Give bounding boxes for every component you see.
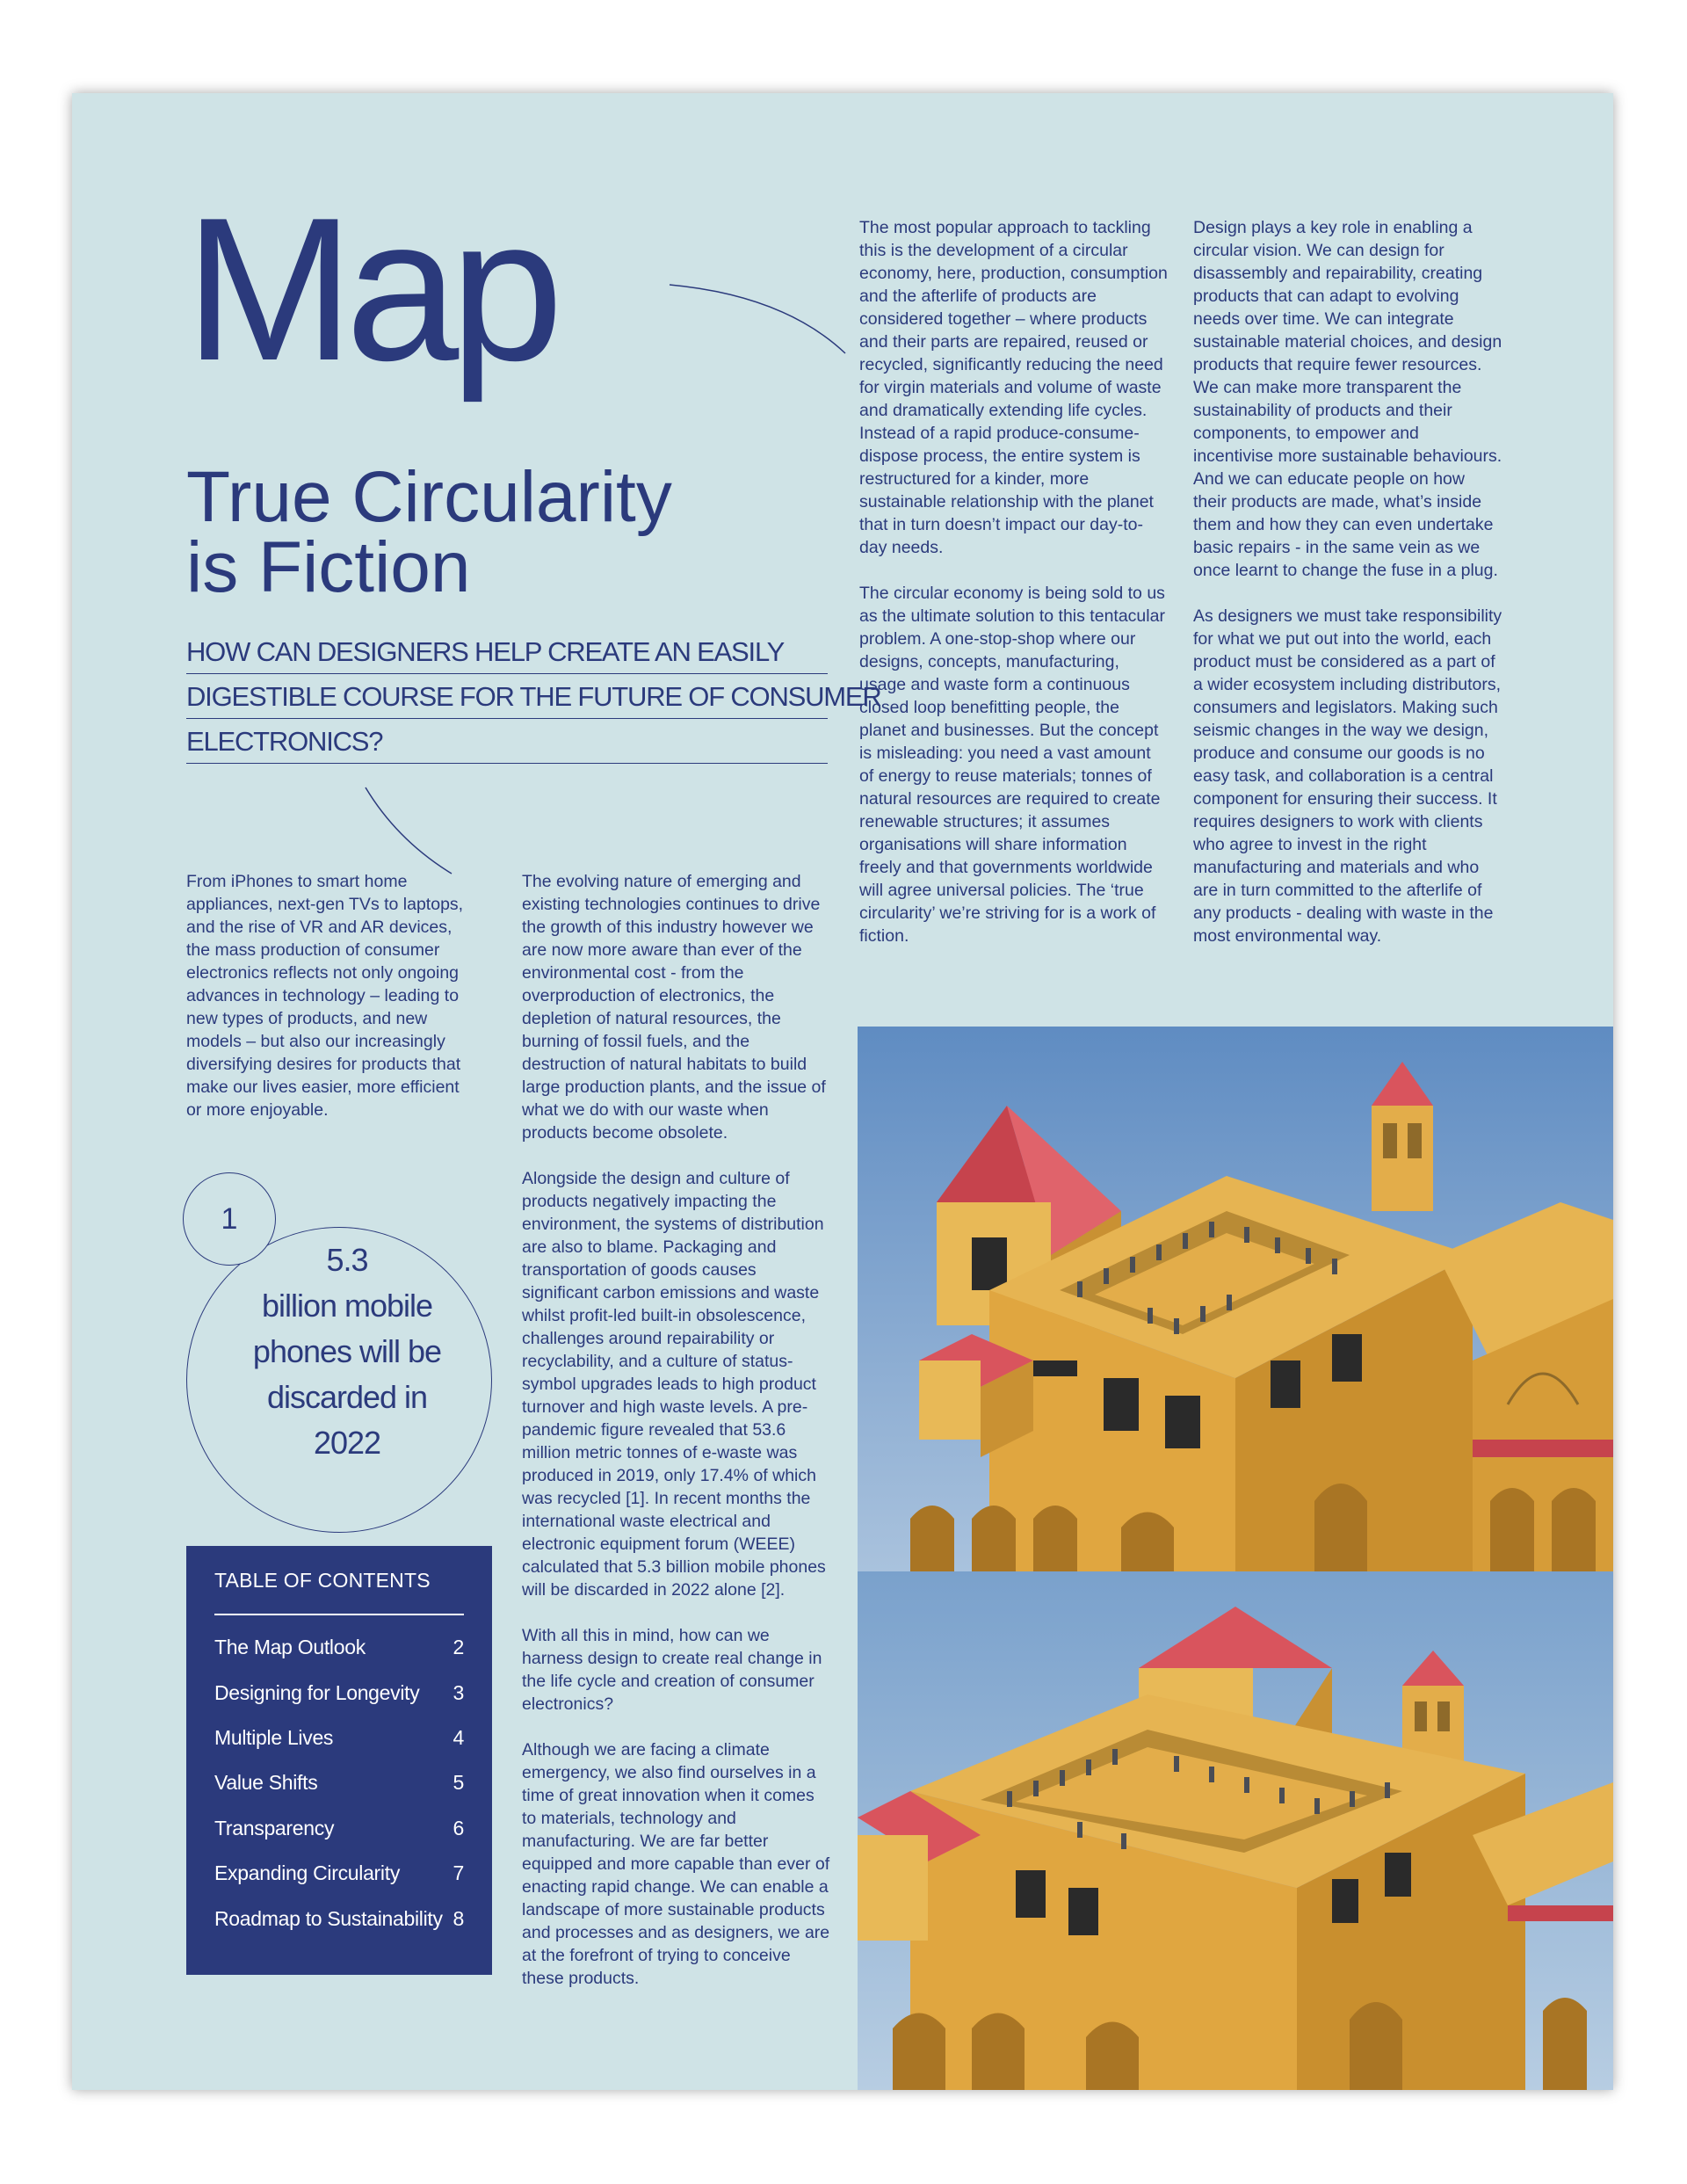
paragraph: Design plays a key role in enabling a circular vision. We can design for disassembly and repairability, creating products that can adapt to evolving needs over time. We can integrate sustainable material choices, and design products that require fewer resources. We can make more transparent the sustainability of products and their components, to empower and incentivise more sustainable behaviours. And we can educate people on how their products are made, what’s inside them and how they can even undertake basic repairs - in the same vein as we once learnt to change the fuse in a plug. [1193, 218, 1502, 580]
masthead: Map [185, 176, 555, 403]
toc-item[interactable] [214, 1861, 464, 1885]
toc-item-page: 3 [453, 1681, 464, 1704]
toc-item-page: 6 [453, 1817, 464, 1839]
paragraph: Although we are facing a climate emergency, we also find ourselves in a time of great innovation when it comes to materials, technology and manufacturing. We are far better equipped and more capable than ever of enacting rapid change. We can enable a landscape of more sustainable products and processes and as designers, we are at the forefront of trying to conceive these products. [522, 1740, 830, 1988]
article-title [186, 457, 672, 607]
toc-item-label: Roadmap to Sustainability [214, 1907, 443, 1930]
paragraph: Alongside the design and culture of products negatively impacting the environment, the systems of distribution are also to blame. Packaging and transportation of goods causes significant carbon emissions and waste whilst profit-led built-in obsolescence, challenges around repairability or recyclability, and a culture of status-symbol upgrades leads to high product turnover and high waste levels. A pre-pandemic figure revealed that 53.6 million metric tonnes of e-waste was produced in 2019, only 17.4% of which was recycled [1]. In recent months the international waste electrical and electronic equipment forum (WEEE) calculated that 5.3 billion mobile phones will be discarded in 2022 alone [2]. [522, 1169, 826, 1600]
standfirst-line-1: HOW CAN DESIGNERS HELP CREATE AN EASILY [186, 629, 828, 674]
toc-item-label: Designing for Longevity [214, 1681, 420, 1704]
toc-item[interactable] [214, 1817, 464, 1840]
illustration-svg [858, 1571, 1613, 2090]
paragraph: With all this in mind, how can we harness design to create real change in the life cycle and creation of consumer electronics? [522, 1626, 822, 1714]
toc-item-page: 4 [453, 1726, 464, 1749]
toc-item[interactable] [214, 1907, 464, 1931]
body-column-4 [1193, 216, 1502, 970]
toc-item-page: 2 [453, 1636, 464, 1658]
toc-item-label: The Map Outlook [214, 1636, 366, 1658]
toc-item-page: 8 [453, 1907, 464, 1930]
stat-line: billion mobile [261, 1288, 433, 1324]
stat-line: 2022 [313, 1425, 381, 1461]
stat-line: discarded in [266, 1379, 428, 1415]
toc-item-page: 7 [453, 1861, 464, 1884]
arc-subhead [366, 787, 452, 874]
toc-item[interactable] [214, 1726, 464, 1750]
toc-item-label: Transparency [214, 1817, 335, 1839]
toc-divider [214, 1614, 464, 1615]
paragraph: The circular economy is being sold to us as the ultimate solution to this tentacular problem. A one-stop-shop where our designs, concepts, manufacturing, usage and waste form a continuous closed loop benefitting people, the planet and businesses. But the concept is misleading: you need a vast amount of energy to reuse materials; tonnes of natural resources are required to create renewable structures; it assumes organisations will share information freely and that governments worldwide will agree universal policies. The ‘true circularity’ we’re striving for is a work of fiction. [859, 584, 1165, 946]
isometric-building-illustration-top [858, 1027, 1613, 1571]
standfirst-line-3: ELECTRONICS? [186, 719, 828, 764]
standfirst-line-2: DIGESTIBLE COURSE FOR THE FUTURE OF CONSUMER [186, 674, 828, 719]
stat-line: 5.3 [326, 1242, 368, 1278]
stat-callout-text [230, 1237, 464, 1466]
toc-item[interactable] [214, 1771, 464, 1795]
body-column-2 [522, 870, 831, 2013]
table-of-contents [186, 1546, 492, 1975]
paragraph: The most popular approach to tackling this is the development of a circular economy, here, production, consumption and the afterlife of products are considered together – where products and their parts are repaired, reused or recycled, significantly reducing the need for virgin materials and volume of waste and dramatically extending life cycles. Instead of a rapid produce-consume-dispose process, the entire system is restructured for a kinder, more sustainable relationship with the planet that in turn doesn’t impact our day-to-day needs. [859, 218, 1168, 557]
toc-item[interactable] [214, 1636, 464, 1659]
paragraph: The evolving nature of emerging and existing technologies continues to drive the growth of this industry however we are now more aware than ever of the environmental cost - from the overproduction of electronics, the depletion of natural resources, the burning of fossil fuels, and the destruction of natural habitats to build large production plants, and the issue of what we do with our waste when products become obsolete. [522, 872, 826, 1143]
body-column-3 [859, 216, 1169, 970]
magazine-page [72, 93, 1613, 2090]
stat-number-badge: 1 [183, 1172, 276, 1266]
title-line-2: is Fiction [186, 527, 471, 607]
toc-item-page: 5 [453, 1771, 464, 1794]
toc-item[interactable] [214, 1681, 464, 1705]
illustration-svg [858, 1027, 1613, 1571]
toc-heading: TABLE OF CONTENTS [214, 1569, 431, 1592]
toc-item-label: Value Shifts [214, 1771, 318, 1794]
stat-line: phones will be [252, 1333, 442, 1369]
isometric-building-illustration-bottom [858, 1571, 1613, 2090]
title-line-1: True Circularity [186, 457, 672, 537]
paragraph: From iPhones to smart home appliances, next-gen TVs to laptops, and the rise of VR and AR devices, the mass production of consumer electronics reflects not only ongoing advances in technology – leading to new types of products, and new models – but also our increasingly diversifying desires for products that make our lives easier, more efficient or more enjoyable. [186, 872, 464, 1120]
toc-item-label: Multiple Lives [214, 1726, 334, 1749]
toc-item-label: Expanding Circularity [214, 1861, 401, 1884]
article-standfirst [186, 629, 881, 764]
paragraph: As designers we must take responsibility for what we put out into the world, each product must be considered as a part of a wider ecosystem including distributors, consumers and legislators. Making such seismic changes in the way we design, produce and consume our goods is no easy task, and collaboration is a central component for ensuring their success. It requires designers to work with clients who agree to invest in the right manufacturing and materials and who are in turn committed to the afterlife of any products - dealing with waste in the most environmental way. [1193, 606, 1502, 946]
body-column-1 [186, 870, 476, 1144]
arc-masthead [670, 285, 845, 353]
